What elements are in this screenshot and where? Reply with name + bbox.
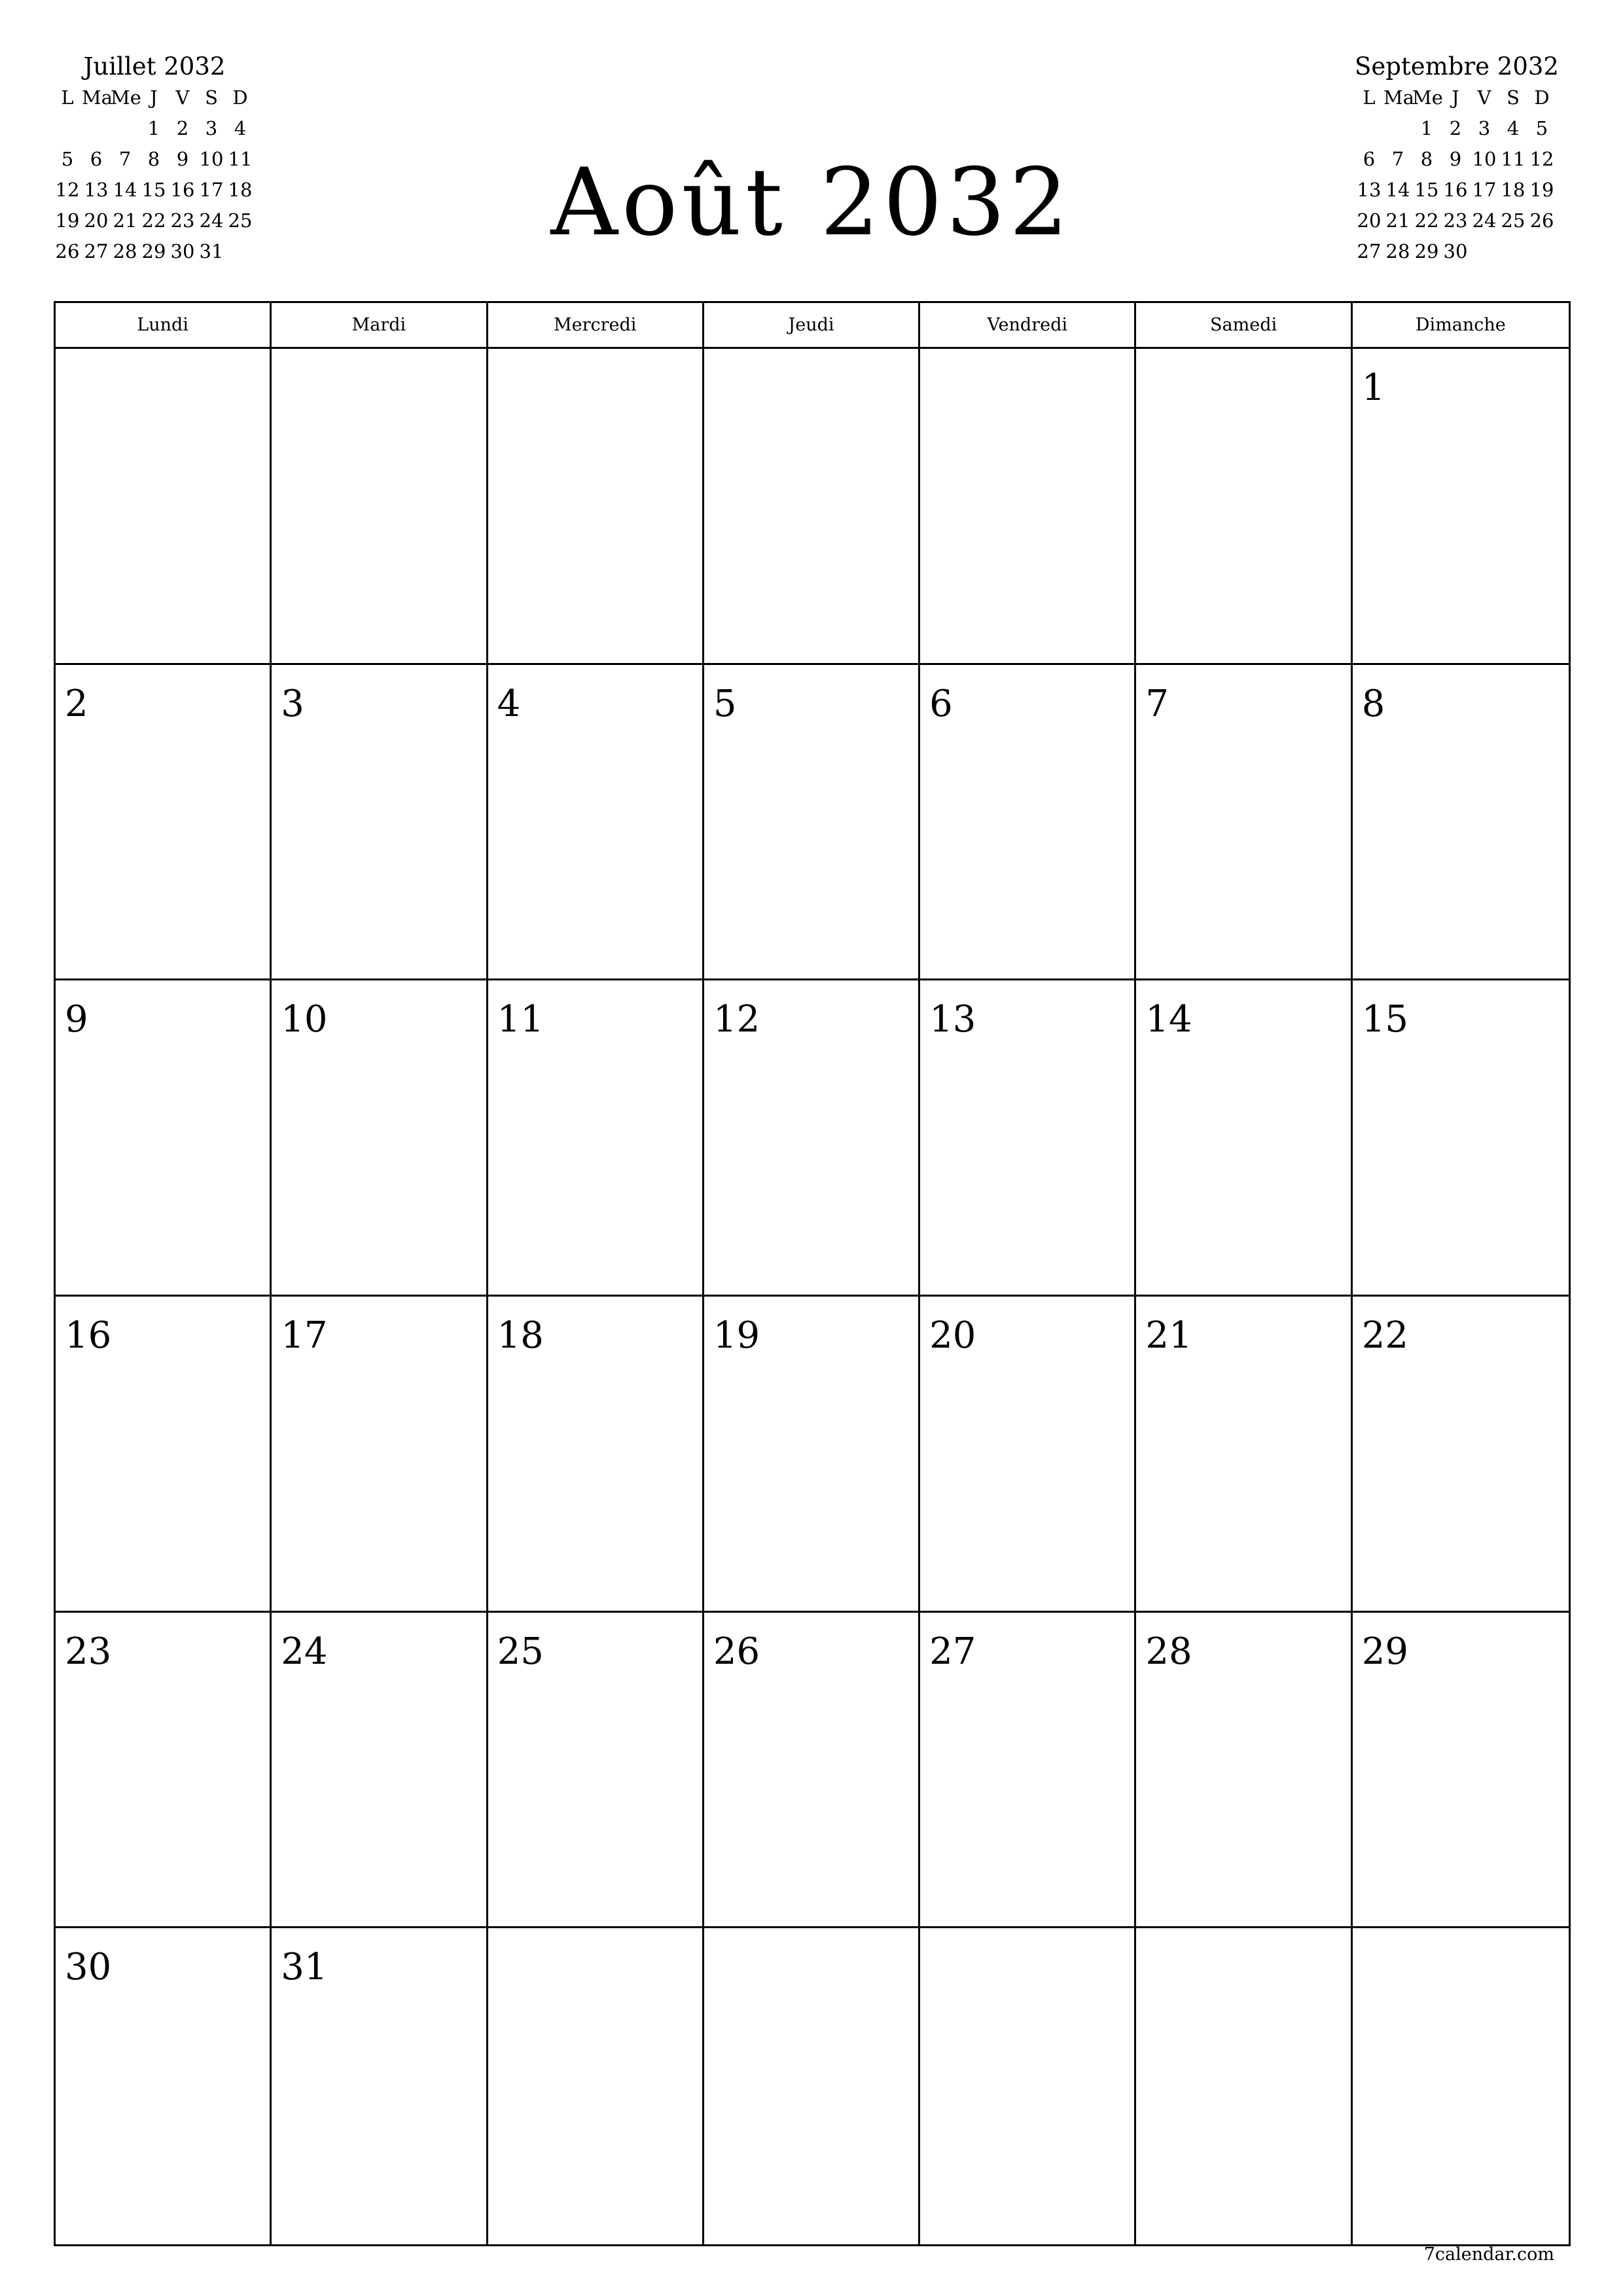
mini-day: 20 xyxy=(84,209,109,232)
day-cell[interactable] xyxy=(56,665,272,981)
mini-day xyxy=(1383,113,1412,144)
day-cell[interactable] xyxy=(1136,349,1352,665)
day-number: 1 xyxy=(1361,367,1385,409)
day-number: 25 xyxy=(497,1630,544,1673)
mini-day: 23 xyxy=(1443,209,1468,232)
mini-day: 24 xyxy=(199,209,224,232)
day-cell[interactable] xyxy=(56,1928,272,2244)
day-cell[interactable] xyxy=(920,1297,1136,1613)
day-cell[interactable] xyxy=(704,1613,920,1929)
day-number: 14 xyxy=(1145,998,1192,1041)
mini-day xyxy=(1499,236,1527,267)
day-cell[interactable] xyxy=(488,349,704,665)
mini-day: 25 xyxy=(1501,209,1525,232)
mini-day xyxy=(1470,236,1499,267)
mini-day: 4 xyxy=(234,117,247,139)
mini-day: 16 xyxy=(170,179,195,201)
mini-weekday-header: Ma xyxy=(1383,86,1414,109)
day-number: 15 xyxy=(1361,998,1408,1041)
day-number: 20 xyxy=(929,1314,976,1357)
mini-day: 19 xyxy=(55,209,80,232)
mini-day: 28 xyxy=(1385,240,1410,262)
day-cell[interactable] xyxy=(704,349,920,665)
mini-day: 8 xyxy=(147,148,160,170)
day-cell[interactable] xyxy=(56,349,272,665)
day-number: 29 xyxy=(1361,1630,1408,1673)
day-cell[interactable] xyxy=(488,980,704,1297)
mini-calendar-title: Septembre 2032 xyxy=(1355,52,1559,81)
mini-day: 11 xyxy=(228,148,253,170)
day-cell[interactable] xyxy=(1353,1928,1569,2244)
day-cell[interactable] xyxy=(920,980,1136,1297)
day-cell[interactable] xyxy=(488,1928,704,2244)
month-calendar xyxy=(54,301,1571,2246)
mini-day: 27 xyxy=(1357,240,1382,262)
day-cell[interactable] xyxy=(272,1297,488,1613)
weekday-header: Dimanche xyxy=(1415,315,1506,335)
mini-weekday-header: D xyxy=(232,86,248,109)
day-cell[interactable] xyxy=(272,1613,488,1929)
mini-day: 27 xyxy=(84,240,109,262)
day-cell[interactable] xyxy=(272,1928,488,2244)
mini-day xyxy=(82,113,111,144)
mini-day: 10 xyxy=(199,148,224,170)
day-cell[interactable] xyxy=(920,349,1136,665)
mini-day: 23 xyxy=(170,209,195,232)
day-cell[interactable] xyxy=(1136,1613,1352,1929)
mini-weekday-header: L xyxy=(1363,86,1376,109)
mini-day: 3 xyxy=(205,117,218,139)
day-number: 2 xyxy=(65,682,88,725)
day-cell[interactable] xyxy=(272,665,488,981)
day-cell[interactable] xyxy=(1353,665,1569,981)
mini-weekday-header: L xyxy=(61,86,74,109)
day-cell[interactable] xyxy=(704,1297,920,1613)
weekday-header: Jeudi xyxy=(704,303,920,347)
mini-day: 30 xyxy=(170,240,195,262)
mini-day: 3 xyxy=(1478,117,1491,139)
mini-day: 24 xyxy=(1472,209,1497,232)
day-number: 9 xyxy=(65,998,88,1041)
mini-day: 28 xyxy=(113,240,137,262)
mini-day: 26 xyxy=(55,240,80,262)
mini-day: 22 xyxy=(1414,209,1439,232)
mini-day xyxy=(226,236,255,267)
mini-weekday-header: V xyxy=(1477,86,1491,109)
mini-day: 26 xyxy=(1529,209,1554,232)
day-number: 19 xyxy=(713,1314,760,1357)
mini-day: 12 xyxy=(1529,148,1554,170)
weekday-header: Vendredi xyxy=(920,303,1136,347)
mini-weekday-header: S xyxy=(1507,86,1520,109)
day-number: 23 xyxy=(65,1630,112,1673)
day-number: 28 xyxy=(1145,1630,1192,1673)
watermark: 7calendar.com xyxy=(1423,2244,1554,2265)
mini-day: 17 xyxy=(199,179,224,201)
mini-day: 20 xyxy=(1357,209,1382,232)
day-cell[interactable] xyxy=(704,980,920,1297)
day-cell[interactable] xyxy=(1353,1297,1569,1613)
mini-day xyxy=(1355,113,1383,144)
mini-day: 15 xyxy=(141,179,166,201)
day-number: 7 xyxy=(1145,682,1169,725)
day-cell[interactable] xyxy=(1353,349,1569,665)
day-number: 31 xyxy=(281,1946,328,1989)
calendar-body xyxy=(56,349,1569,2244)
mini-day: 5 xyxy=(1535,117,1548,139)
mini-day: 6 xyxy=(1363,148,1376,170)
weekday-header: Samedi xyxy=(1136,303,1352,347)
weekday-header: Mercredi xyxy=(488,303,704,347)
mini-weekday-header: Me xyxy=(1412,86,1443,109)
day-cell[interactable] xyxy=(1136,980,1352,1297)
day-number: 5 xyxy=(713,682,737,725)
day-cell[interactable] xyxy=(1136,1928,1352,2244)
mini-weekday-header: J xyxy=(150,86,158,109)
weekday-header: Lundi xyxy=(56,303,272,347)
mini-calendar-next-month xyxy=(1355,51,1558,267)
day-number: 18 xyxy=(497,1314,544,1357)
mini-day: 8 xyxy=(1420,148,1433,170)
day-cell[interactable] xyxy=(1353,980,1569,1297)
mini-day: 2 xyxy=(176,117,189,139)
day-number: 17 xyxy=(281,1314,328,1357)
mini-weekday-header: Me xyxy=(111,86,141,109)
mini-day: 31 xyxy=(199,240,224,262)
mini-calendar-grid xyxy=(1355,82,1558,267)
mini-weekday-header: J xyxy=(1452,86,1459,109)
day-number: 21 xyxy=(1145,1314,1192,1357)
mini-day: 16 xyxy=(1443,179,1468,201)
weekday-header: Mardi xyxy=(272,303,488,347)
day-number: 30 xyxy=(65,1946,112,1989)
mini-calendar-grid xyxy=(53,82,256,267)
day-cell[interactable] xyxy=(1353,1613,1569,1929)
mini-day: 4 xyxy=(1507,117,1520,139)
day-number: 22 xyxy=(1361,1314,1408,1357)
mini-day: 13 xyxy=(1357,179,1382,201)
day-cell[interactable] xyxy=(920,1613,1136,1929)
mini-day: 7 xyxy=(118,148,132,170)
mini-calendar-title: Juillet 2032 xyxy=(83,52,226,81)
mini-day: 21 xyxy=(113,209,137,232)
mini-weekday-header: V xyxy=(175,86,190,109)
day-cell[interactable] xyxy=(704,1928,920,2244)
day-number: 24 xyxy=(281,1630,328,1673)
mini-day: 29 xyxy=(1414,240,1439,262)
day-number: 10 xyxy=(281,998,328,1041)
mini-day: 19 xyxy=(1529,179,1554,201)
day-cell[interactable] xyxy=(272,349,488,665)
mini-day: 21 xyxy=(1385,209,1410,232)
mini-day: 6 xyxy=(90,148,103,170)
mini-day: 9 xyxy=(176,148,189,170)
mini-weekday-header: S xyxy=(205,86,218,109)
day-number: 8 xyxy=(1361,682,1385,725)
day-number: 3 xyxy=(281,682,304,725)
day-number: 6 xyxy=(929,682,953,725)
day-number: 16 xyxy=(65,1314,112,1357)
mini-day: 25 xyxy=(228,209,253,232)
day-number: 27 xyxy=(929,1630,976,1673)
mini-day: 14 xyxy=(1385,179,1410,201)
day-cell[interactable] xyxy=(56,1297,272,1613)
mini-day xyxy=(53,113,82,144)
mini-day: 30 xyxy=(1443,240,1468,262)
mini-day: 13 xyxy=(84,179,109,201)
mini-day: 18 xyxy=(228,179,253,201)
mini-day: 1 xyxy=(1420,117,1433,139)
day-number: 11 xyxy=(497,998,544,1041)
mini-day: 12 xyxy=(55,179,80,201)
mini-day: 1 xyxy=(147,117,160,139)
mini-day: 11 xyxy=(1501,148,1525,170)
mini-day: 22 xyxy=(141,209,166,232)
mini-day: 7 xyxy=(1391,148,1404,170)
day-cell[interactable] xyxy=(488,665,704,981)
weekday-header-row xyxy=(56,303,1569,349)
day-cell[interactable] xyxy=(920,1928,1136,2244)
day-cell[interactable] xyxy=(272,980,488,1297)
day-cell[interactable] xyxy=(488,1297,704,1613)
day-cell[interactable] xyxy=(56,1613,272,1929)
day-number: 13 xyxy=(929,998,976,1041)
mini-day: 29 xyxy=(141,240,166,262)
mini-day xyxy=(111,113,139,144)
day-cell[interactable] xyxy=(704,665,920,981)
mini-day: 9 xyxy=(1449,148,1462,170)
mini-day: 10 xyxy=(1472,148,1497,170)
day-cell[interactable] xyxy=(56,980,272,1297)
day-cell[interactable] xyxy=(920,665,1136,981)
mini-weekday-header: D xyxy=(1534,86,1550,109)
page-title: Août 2032 xyxy=(550,149,1073,257)
day-number: 4 xyxy=(497,682,521,725)
mini-day: 15 xyxy=(1414,179,1439,201)
mini-day: 17 xyxy=(1472,179,1497,201)
day-cell[interactable] xyxy=(488,1613,704,1929)
mini-day: 2 xyxy=(1449,117,1462,139)
day-cell[interactable] xyxy=(1136,665,1352,981)
mini-day: 14 xyxy=(113,179,137,201)
mini-calendar-prev-month xyxy=(53,51,256,267)
mini-day xyxy=(1527,236,1556,267)
mini-weekday-header: Ma xyxy=(82,86,113,109)
day-number: 26 xyxy=(713,1630,760,1673)
mini-day: 5 xyxy=(61,148,74,170)
day-number: 12 xyxy=(713,998,760,1041)
mini-day: 18 xyxy=(1501,179,1525,201)
day-cell[interactable] xyxy=(1136,1297,1352,1613)
